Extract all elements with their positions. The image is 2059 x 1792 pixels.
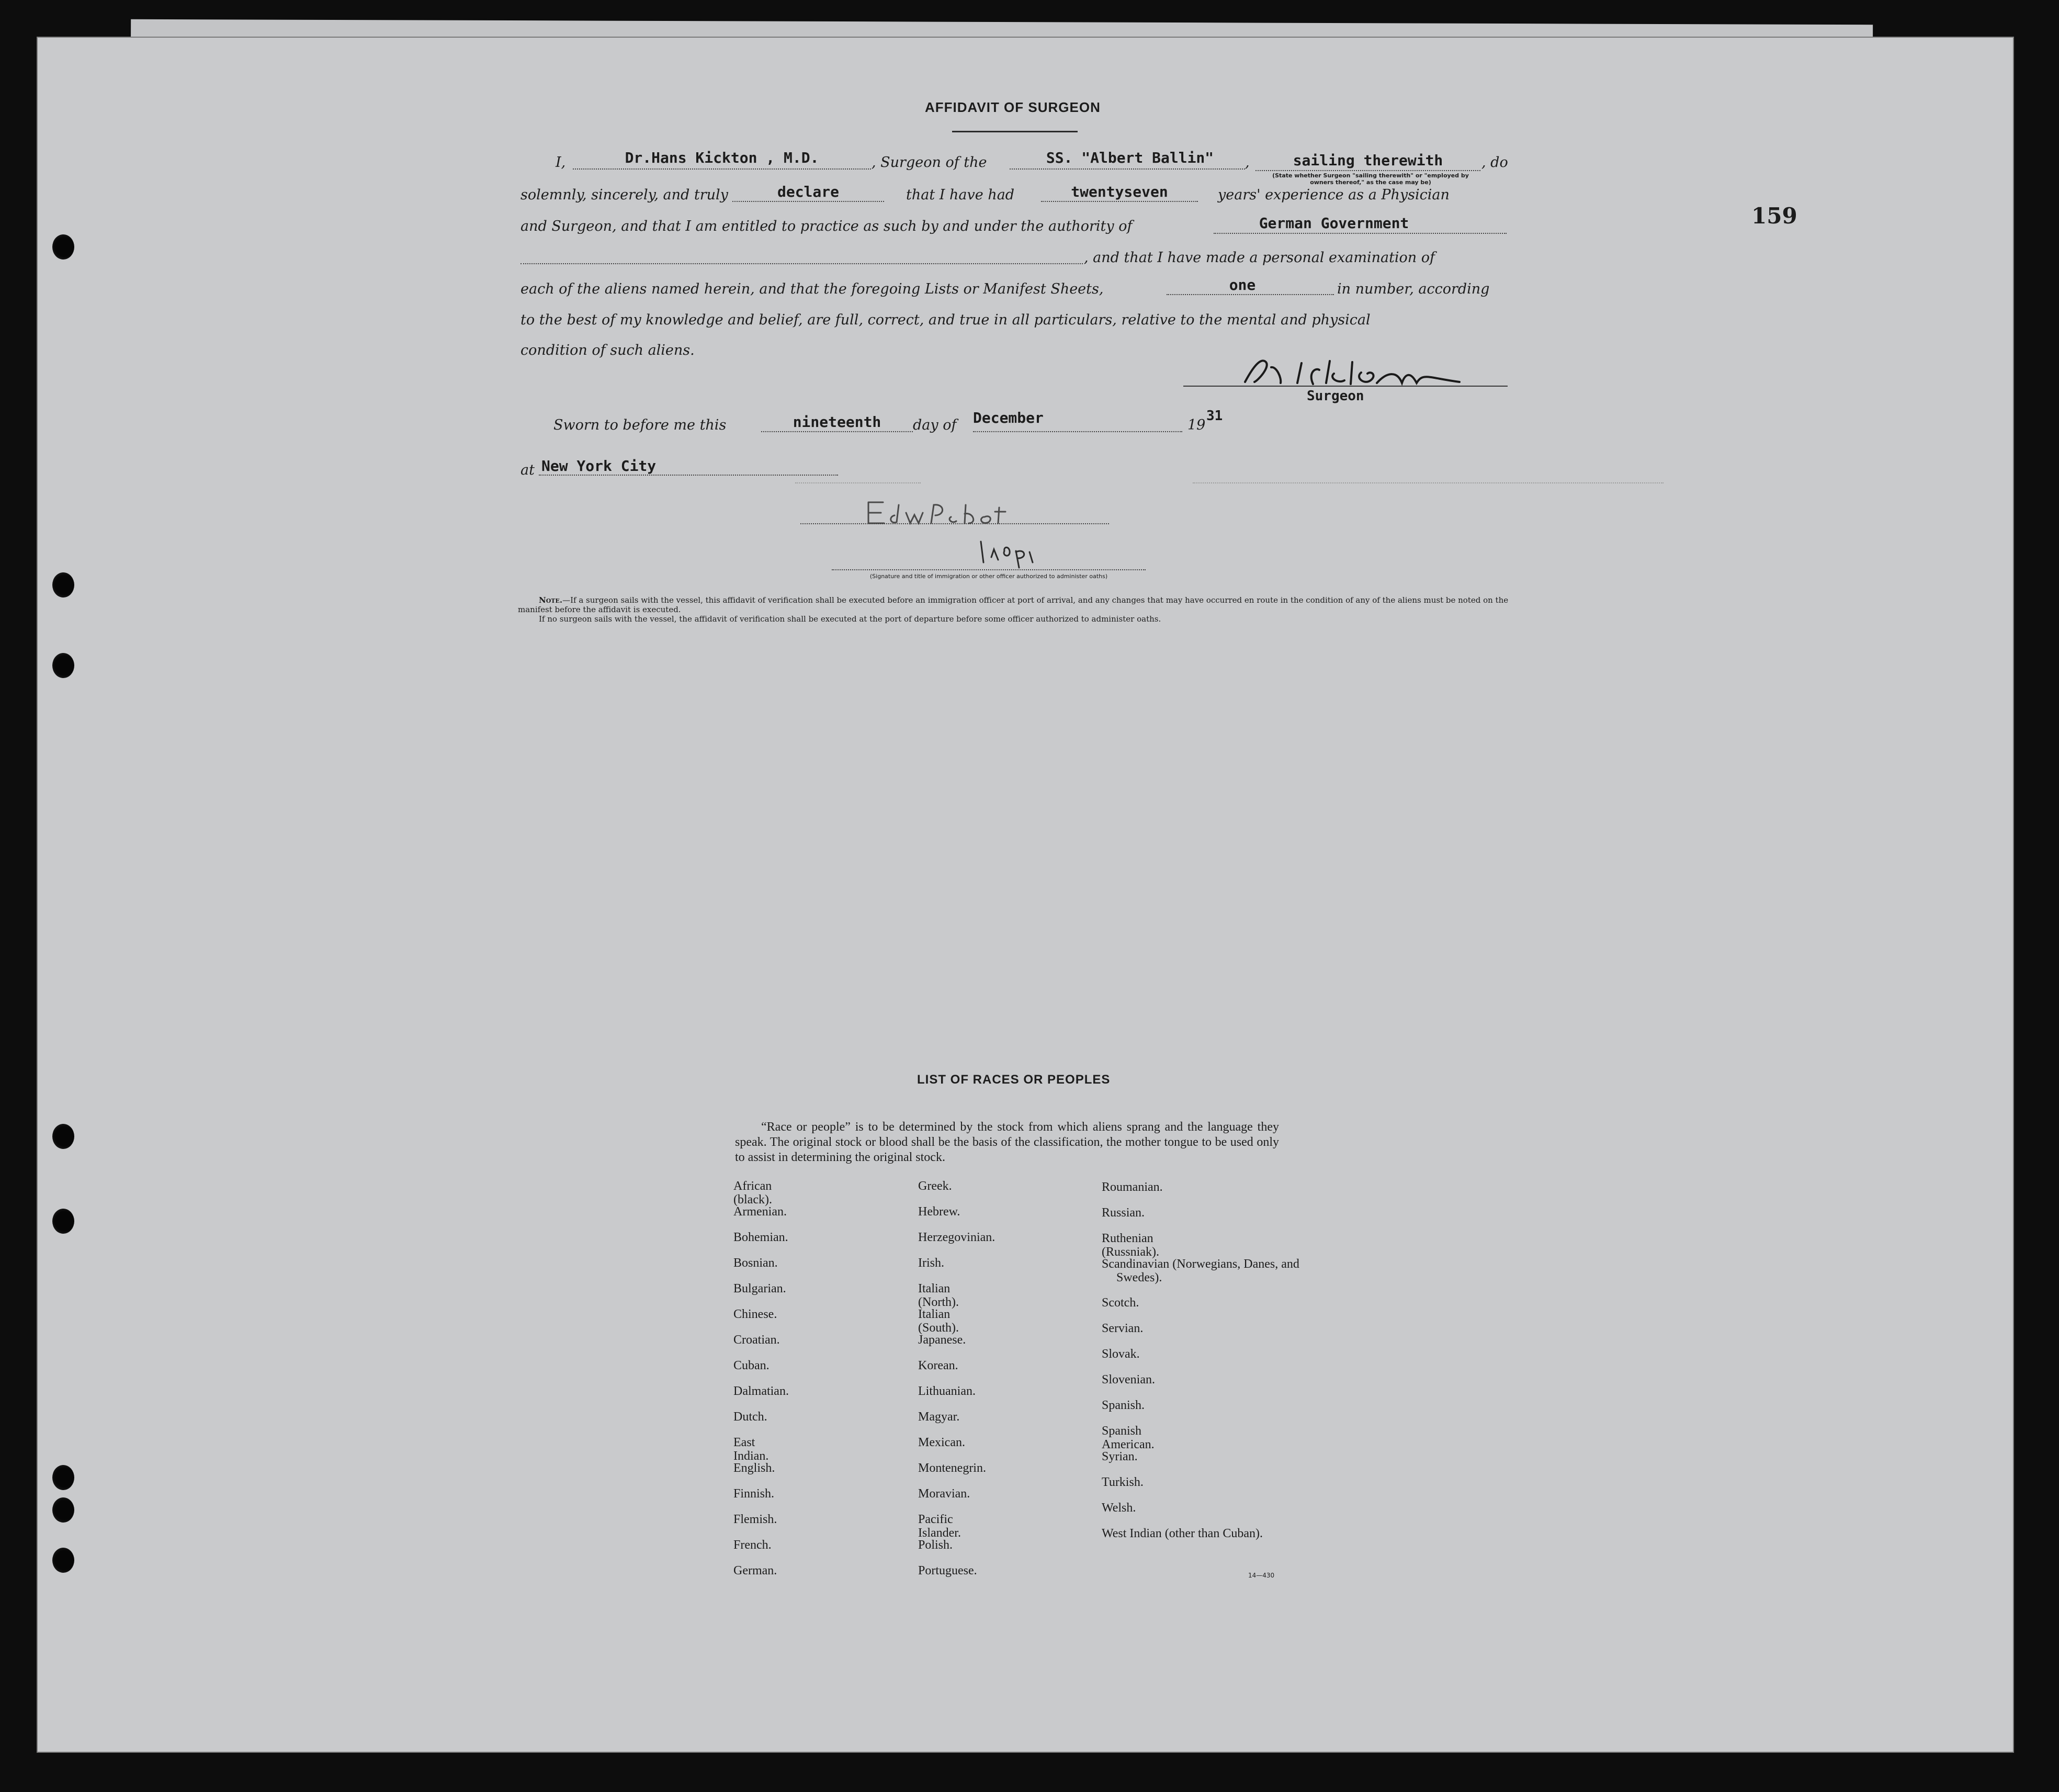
year-prefix: 19 bbox=[1187, 417, 1206, 433]
race-item: Italian (South). bbox=[918, 1308, 959, 1335]
race-item: Irish. bbox=[918, 1256, 944, 1270]
label-condition: condition of such aliens. bbox=[521, 342, 695, 358]
label-in-number: in number, according bbox=[1337, 281, 1490, 297]
race-item: Russian. bbox=[1102, 1206, 1145, 1220]
sheets-count-value: one bbox=[1229, 276, 1256, 294]
officer-signature bbox=[858, 492, 1088, 534]
race-item: Herzegovinian. bbox=[918, 1231, 995, 1244]
race-item: Dalmatian. bbox=[733, 1384, 789, 1398]
label-day-of: day of bbox=[913, 417, 957, 433]
binder-hole-5 bbox=[52, 1209, 74, 1234]
race-item: Dutch. bbox=[733, 1410, 767, 1424]
race-item: West Indian (other than Cuban). bbox=[1102, 1527, 1263, 1540]
race-item: Montenegrin. bbox=[918, 1461, 986, 1475]
sworn-place-line bbox=[539, 475, 838, 476]
race-item: Finnish. bbox=[733, 1487, 775, 1501]
race-item: Armenian. bbox=[733, 1205, 787, 1219]
label-and-surgeon: and Surgeon, and that I am entitled to practice as such by and under the authority of bbox=[521, 218, 1133, 234]
race-item: Italian (North). bbox=[918, 1282, 959, 1309]
race-item: Servian. bbox=[1102, 1322, 1144, 1335]
race-item: Japanese. bbox=[918, 1333, 966, 1347]
race-item: Magyar. bbox=[918, 1410, 960, 1424]
bleed-through-line bbox=[1193, 482, 1664, 487]
oath-verb-line bbox=[732, 201, 884, 202]
label-best-of-knowledge: to the best of my knowledge and belief, are full, correct, and true in all particulars, relative to the mental and physical bbox=[521, 312, 1371, 328]
sheets-count-line bbox=[1167, 294, 1334, 295]
sworn-place-value: New York City bbox=[541, 457, 657, 475]
affidavit-note bbox=[518, 595, 1512, 624]
race-item: Syrian. bbox=[1102, 1450, 1138, 1463]
race-item: Slovenian. bbox=[1102, 1373, 1155, 1387]
race-item: Roumanian. bbox=[1102, 1180, 1163, 1194]
race-item: Scandinavian (Norwegians, Danes, and Swedes). bbox=[1102, 1257, 1299, 1284]
label-sworn: Sworn to before me this bbox=[553, 417, 727, 433]
label-do: , do bbox=[1481, 154, 1508, 171]
races-intro: “Race or people” is to be determined by the stock from which aliens sprang and the language they speak. The original stock or blood shall be the basis of the classification, the mother tongue to be used only to assist in determining the original stock. bbox=[735, 1120, 1279, 1164]
label-solemnly: solemnly, sincerely, and truly bbox=[521, 187, 728, 203]
race-item: Bosnian. bbox=[733, 1256, 778, 1270]
sailing-status-line bbox=[1255, 170, 1480, 171]
binder-hole-7 bbox=[52, 1497, 74, 1523]
officer-title-line bbox=[832, 569, 1146, 570]
title-underline bbox=[952, 131, 1078, 132]
binder-hole-6 bbox=[52, 1465, 74, 1490]
affidavit-title: AFFIDAVIT OF SURGEON bbox=[925, 99, 1101, 115]
race-item: Greek. bbox=[918, 1179, 952, 1193]
surgeon-signature bbox=[1240, 352, 1491, 393]
race-item: Croatian. bbox=[733, 1333, 780, 1347]
years-line bbox=[1041, 201, 1198, 202]
years-value: twentyseven bbox=[1071, 183, 1168, 200]
label-years-experience: years' experience as a Physician bbox=[1218, 187, 1450, 203]
authority-value: German Government bbox=[1259, 215, 1409, 232]
surgeon-label: Surgeon bbox=[1307, 388, 1364, 404]
authority-continuation-line bbox=[521, 263, 1083, 264]
surgeon-name-value: Dr.Hans Kickton , M.D. bbox=[625, 149, 819, 166]
label-surgeon-of: , Surgeon of the bbox=[872, 154, 987, 171]
race-item: Portuguese. bbox=[918, 1564, 977, 1577]
comma: , bbox=[1245, 154, 1250, 171]
race-item: Flemish. bbox=[733, 1513, 777, 1526]
sailing-status-value: sailing therewith bbox=[1293, 152, 1443, 169]
race-item: Korean. bbox=[918, 1359, 958, 1372]
label-each-of-aliens: each of the aliens named herein, and that the foregoing Lists or Manifest Sheets, bbox=[521, 281, 1104, 297]
race-item: Bohemian. bbox=[733, 1231, 788, 1244]
race-item: English. bbox=[733, 1461, 775, 1475]
surgeon-name-line bbox=[573, 168, 871, 170]
label-at: at bbox=[521, 462, 535, 478]
status-instruction-1: (State whether Surgeon "sailing therewith" or "employed by bbox=[1272, 172, 1469, 179]
binder-hole-1 bbox=[52, 234, 74, 260]
race-item: Lithuanian. bbox=[918, 1384, 976, 1398]
surgeon-signature-line bbox=[1183, 386, 1508, 387]
race-item: French. bbox=[733, 1538, 772, 1552]
binder-hole-4 bbox=[52, 1124, 74, 1149]
race-item: African (black). bbox=[733, 1179, 772, 1207]
ship-name-line bbox=[1010, 168, 1245, 170]
races-title: LIST OF RACES OR PEOPLES bbox=[917, 1073, 1111, 1087]
page-number: 159 bbox=[1751, 203, 1797, 229]
status-instruction-2: owners thereof," as the case may be) bbox=[1310, 179, 1431, 186]
authority-line bbox=[1214, 233, 1507, 234]
race-item: Bulgarian. bbox=[733, 1282, 786, 1295]
sworn-month-value: December bbox=[973, 409, 1044, 426]
sworn-month-line bbox=[973, 431, 1182, 432]
race-item: Chinese. bbox=[733, 1308, 777, 1321]
race-item: Welsh. bbox=[1102, 1501, 1136, 1515]
race-item: Hebrew. bbox=[918, 1205, 960, 1219]
race-item: Cuban. bbox=[733, 1359, 770, 1372]
ship-name-value: SS. "Albert Ballin" bbox=[1046, 149, 1214, 166]
note-no-surgeon: If no surgeon sails with the vessel, the affidavit of verification shall be executed at the port of departure before some officer authorized to administer oaths. bbox=[539, 614, 1161, 624]
form-number: 14—430 bbox=[1248, 1572, 1275, 1579]
race-item: Mexican. bbox=[918, 1436, 965, 1449]
officer-signature-line bbox=[800, 523, 1109, 524]
binder-hole-8 bbox=[52, 1548, 74, 1573]
race-item: Slovak. bbox=[1102, 1347, 1140, 1361]
officer-title-signature bbox=[973, 531, 1057, 573]
label-personal-exam: , and that I have made a personal examination of bbox=[1084, 250, 1435, 266]
race-item: East Indian. bbox=[733, 1436, 769, 1463]
officer-caption: (Signature and title of immigration or other officer authorized to administer oaths) bbox=[869, 573, 1108, 580]
sworn-day-line bbox=[761, 431, 913, 432]
race-item: Scotch. bbox=[1102, 1296, 1139, 1310]
race-item: German. bbox=[733, 1564, 777, 1577]
note-surgeon-sails: —If a surgeon sails with the vessel, this affidavit of verification shall be executed before an immigration officer at port of arrival, and any changes that may have occurred en route in the condition of any of the aliens must be noted on the manifest before the affidavit is executed. bbox=[518, 595, 1509, 614]
binder-hole-3 bbox=[52, 653, 74, 678]
year-suffix: 31 bbox=[1206, 408, 1223, 424]
race-item: Ruthenian (Russniak). bbox=[1102, 1232, 1159, 1259]
binder-hole-2 bbox=[52, 572, 74, 598]
oath-verb-value: declare bbox=[777, 183, 839, 200]
word-i: I, bbox=[556, 154, 566, 171]
label-that-had: that I have had bbox=[906, 187, 1015, 203]
note-label: Note. bbox=[539, 595, 563, 605]
race-item: Spanish American. bbox=[1102, 1424, 1155, 1451]
race-item: Moravian. bbox=[918, 1487, 970, 1501]
race-item: Polish. bbox=[918, 1538, 953, 1552]
race-item: Pacific Islander. bbox=[918, 1513, 961, 1540]
race-item: Spanish. bbox=[1102, 1399, 1145, 1412]
sworn-day-value: nineteenth bbox=[793, 413, 881, 431]
bleed-through-line bbox=[795, 482, 921, 487]
race-item: Turkish. bbox=[1102, 1475, 1144, 1489]
